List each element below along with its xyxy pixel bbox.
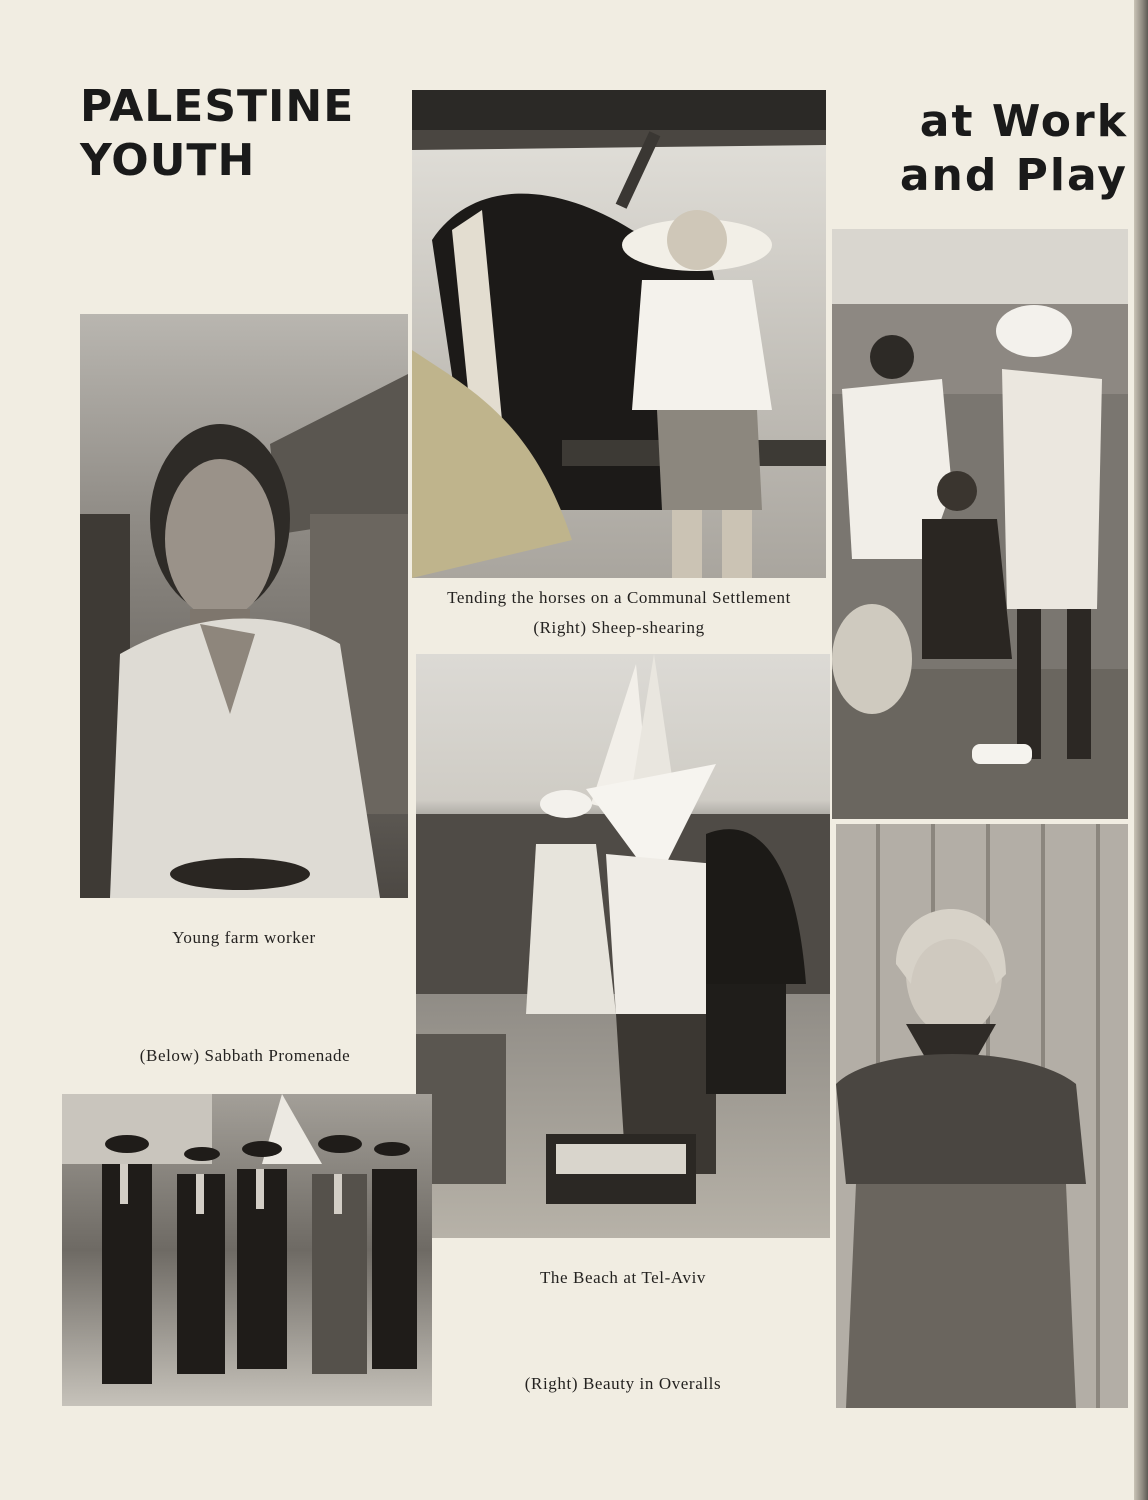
photo-horses [412, 90, 826, 578]
title-line-1: PALESTINE [80, 81, 355, 132]
page-edge [1134, 0, 1148, 1500]
photo-sabbath [62, 1094, 432, 1406]
title-line-3: at Work [919, 96, 1128, 147]
title-palestine-youth [80, 80, 354, 188]
caption-beauty: (Right) Beauty in Overalls [524, 1374, 722, 1393]
photo-beach [416, 654, 830, 1238]
title-line-2: YOUTH [80, 135, 256, 186]
caption-sheep-shearing: (Right) Sheep-shearing [533, 618, 705, 637]
title-at-work-and-play [900, 95, 1128, 203]
caption-sabbath: (Below) Sabbath Promenade [139, 1046, 351, 1065]
caption-beach: The Beach at Tel-Aviv [539, 1268, 707, 1287]
photo-farm-worker [80, 314, 408, 898]
title-line-4: and Play [899, 150, 1128, 201]
photo-beauty [836, 824, 1128, 1408]
caption-farm-worker: Young farm worker [172, 928, 316, 947]
photo-sheep-shearing [832, 229, 1128, 819]
caption-horses: Tending the horses on a Communal Settlement [447, 588, 791, 607]
